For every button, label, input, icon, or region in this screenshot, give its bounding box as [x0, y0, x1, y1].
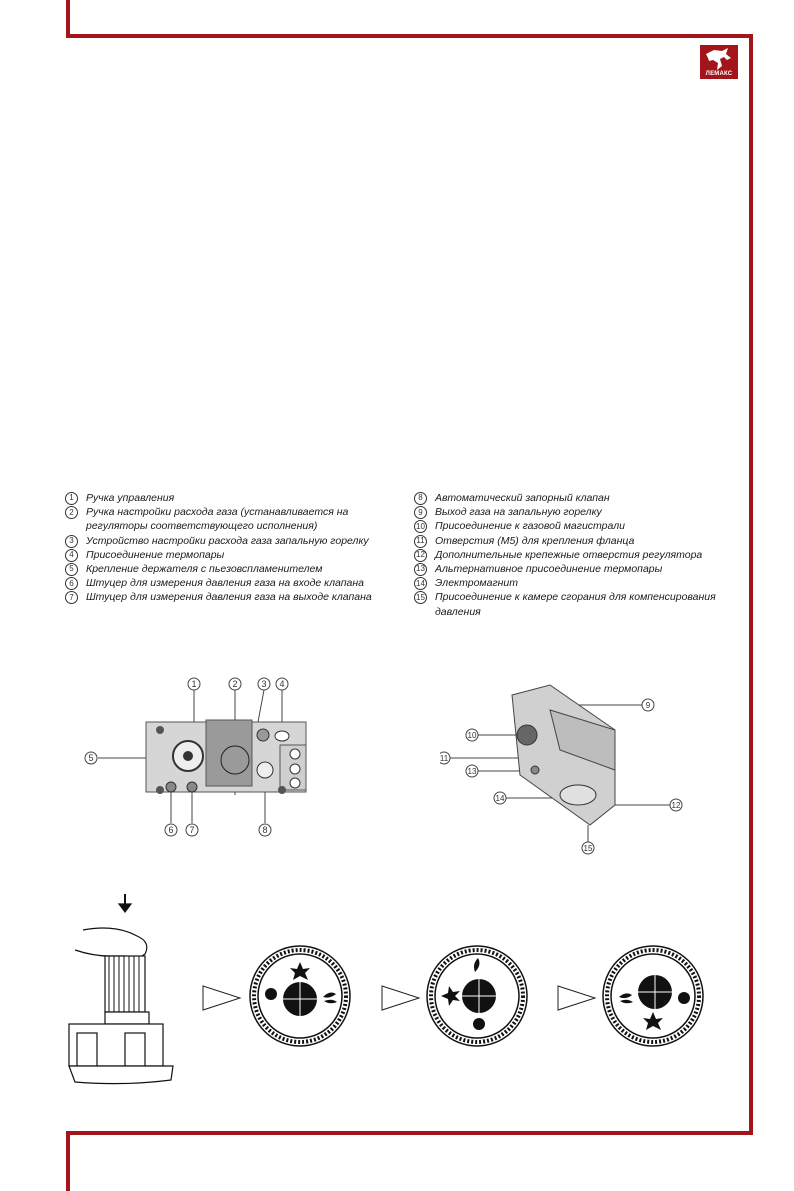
svg-text:7: 7 [189, 825, 195, 835]
svg-text:15: 15 [583, 844, 593, 853]
next-step-arrow-icon [381, 983, 421, 1013]
callout-number: 3 [65, 535, 78, 548]
legend-item [65, 562, 375, 576]
legend-text: Присоединение к газовой магистрали [435, 520, 625, 533]
callout-number: 14 [414, 577, 427, 590]
bull-head-icon [700, 46, 738, 72]
callout-number: 13 [414, 563, 427, 576]
frame-top-left-vertical [66, 0, 70, 38]
callout-number: 2 [65, 506, 78, 519]
brand-logo [700, 45, 738, 79]
gas-valve-isometric-diagram [440, 670, 700, 870]
legend-item [414, 590, 744, 618]
legend-text: Выход газа на запальную горелку [435, 506, 602, 519]
svg-text:10: 10 [467, 731, 477, 740]
legend-item [65, 534, 375, 548]
svg-text:5: 5 [88, 753, 94, 763]
callout-number: 5 [65, 563, 78, 576]
svg-text:3: 3 [261, 679, 267, 689]
legend-item [65, 590, 375, 604]
legend-item [65, 491, 375, 505]
svg-text:4: 4 [279, 679, 285, 689]
frame-bottom-horizontal [66, 1131, 753, 1135]
legend-item [414, 562, 744, 576]
svg-text:11: 11 [440, 754, 449, 763]
legend-item [414, 519, 744, 533]
callout-number: 8 [414, 492, 427, 505]
legend-item [65, 548, 375, 562]
gas-valve-front-view-diagram [70, 670, 330, 850]
legend-text: Штуцер для измерения давления газа на выходе клапана [86, 591, 372, 604]
control-dial-main [601, 944, 705, 1048]
callout-number: 1 [65, 492, 78, 505]
next-step-arrow-icon [557, 983, 597, 1013]
off-dot-icon [265, 988, 277, 1000]
legend-text: Устройство настройки расхода газа запальную горелку [86, 534, 369, 547]
svg-text:1: 1 [191, 679, 197, 689]
callout-number: 12 [414, 549, 427, 562]
frame-right-vertical [749, 34, 753, 1135]
legend-text: Штуцер для измерения давления газа на входе клапана [86, 577, 364, 590]
logo-text: ЛЕМАКС [705, 71, 733, 77]
press-knob-illustration [65, 890, 185, 1090]
svg-text:14: 14 [495, 794, 505, 803]
callout-number: 9 [414, 506, 427, 519]
frame-top-horizontal [66, 34, 753, 38]
legend-text: Ручка настройки расхода газа (устанавливается на регуляторы соответствующего исполнения) [86, 506, 349, 533]
legend-left [65, 491, 375, 605]
svg-text:13: 13 [467, 767, 477, 776]
off-dot-icon [473, 1018, 485, 1030]
legend-item [65, 576, 375, 590]
svg-text:12: 12 [671, 801, 681, 810]
legend-text: Дополнительные крепежные отверстия регулятора [435, 548, 703, 561]
legend-text: Автоматический запорный клапан [435, 492, 610, 504]
legend-text: Альтернативное присоединение термопары [435, 563, 663, 576]
legend-right [414, 491, 744, 619]
off-dot-icon [678, 992, 690, 1004]
legend-text: Крепление держателя с пьезовспламенителем [86, 563, 323, 576]
callout-number: 4 [65, 549, 78, 562]
control-dial-pilot [425, 944, 529, 1048]
legend-item [414, 491, 744, 505]
callout-number: 7 [65, 591, 78, 604]
svg-text:8: 8 [262, 825, 268, 835]
legend-text: Отверстия (М5) для крепления фланца [435, 534, 635, 547]
legend-text: Электромагнит [435, 577, 519, 590]
callout-number: 10 [414, 520, 427, 533]
callout-number: 15 [414, 591, 427, 604]
svg-text:2: 2 [232, 679, 238, 689]
legend-item [65, 505, 375, 533]
legend-item [414, 534, 744, 548]
callout-number: 11 [414, 535, 427, 548]
legend-text: Присоединение термопары [86, 548, 225, 561]
legend-item [414, 576, 744, 590]
svg-text:9: 9 [645, 701, 651, 710]
legend-text: Ручка управления [86, 492, 175, 504]
callout-number: 6 [65, 577, 78, 590]
legend-text: Присоединение к камере сгорания для компенсирования давления [435, 591, 716, 618]
next-step-arrow-icon [202, 983, 242, 1013]
frame-bottom-left-vertical [66, 1131, 70, 1191]
svg-text:6: 6 [168, 825, 174, 835]
legend-item [414, 548, 744, 562]
legend-item [414, 505, 744, 519]
control-dial-ignition [248, 944, 352, 1048]
